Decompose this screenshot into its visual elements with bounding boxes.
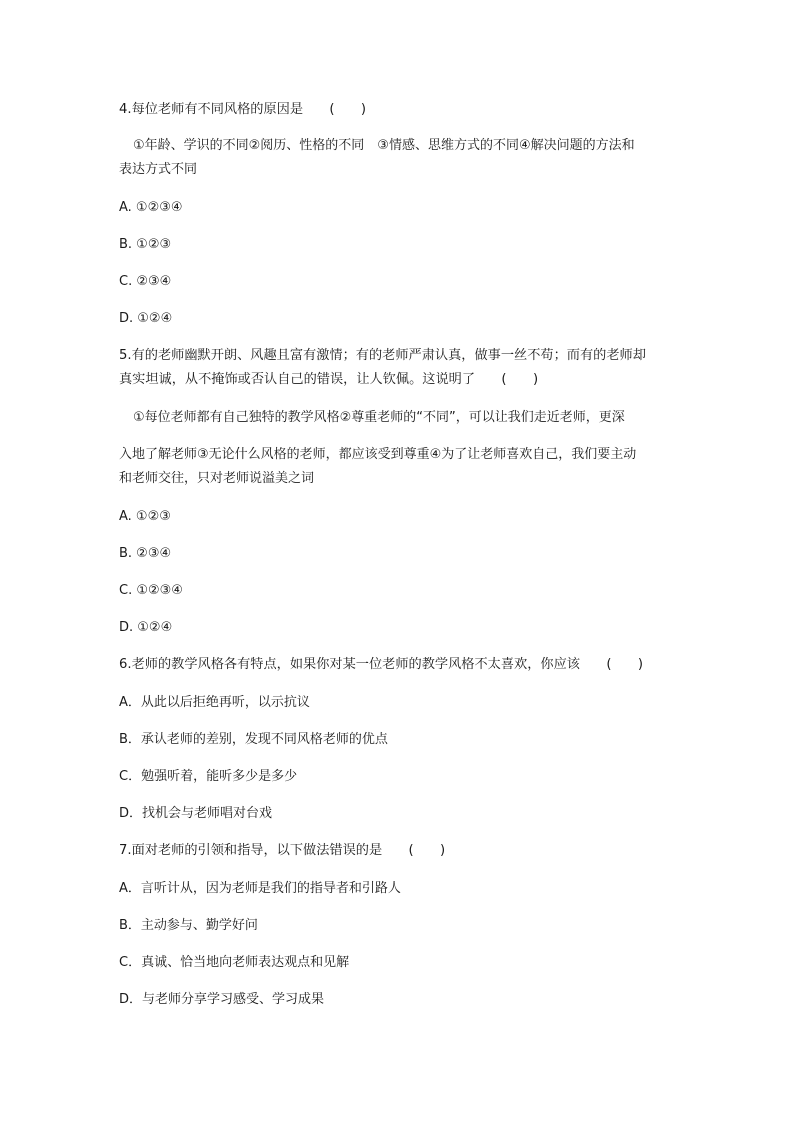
question-4-stem: 4.每位老师有不同风格的原因是 ( )	[119, 102, 367, 117]
question-4-option-a: A. ①②③④	[119, 200, 183, 215]
question-7-option-c: C．真诚、恰当地向老师表达观点和见解	[119, 955, 350, 970]
question-4-option-b: B. ①②③	[119, 237, 172, 252]
question-5-option-b: B. ②③④	[119, 546, 172, 561]
question-7-option-d: D．与老师分享学习感受、学习成果	[119, 992, 325, 1007]
question-6-option-a: A．从此以后拒绝再听，以示抗议	[119, 695, 310, 710]
question-5-statements: ①每位老师都有自己独特的教学风格②尊重老师的“不同”，可以让我们走近老师，更深	[133, 410, 625, 425]
question-6-option-d: D．找机会与老师唱对台戏	[119, 806, 273, 821]
question-4-option-c: C. ②③④	[119, 274, 172, 289]
question-4-statements: ①年龄、学识的不同②阅历、性格的不同 ③情感、思维方式的不同④解决问题的方法和	[133, 138, 635, 153]
question-6-option-c: C．勉强听着，能听多少是多少	[119, 769, 298, 784]
question-5-option-d: D. ①②④	[119, 620, 173, 635]
question-6-option-b: B．承认老师的差别，发现不同风格老师的优点	[119, 732, 388, 747]
question-4-statements-cont: 表达方式不同	[119, 162, 198, 177]
question-5-statements-cont-2: 和老师交往，只对老师说溢美之词	[119, 471, 315, 486]
question-6-stem: 6.老师的教学风格各有特点，如果你对某一位老师的教学风格不太喜欢，你应该 ( )	[119, 657, 643, 672]
question-7-option-b: B．主动参与、勤学好问	[119, 918, 258, 933]
question-5-option-c: C. ①②③④	[119, 583, 183, 598]
question-4-option-d: D. ①②④	[119, 311, 173, 326]
question-5-stem: 5.有的老师幽默开朗、风趣且富有激情；有的老师严肃认真，做事一丝不苟；而有的老师却	[119, 348, 646, 363]
question-7-option-a: A．言听计从，因为老师是我们的指导者和引路人	[119, 881, 401, 896]
question-5-option-a: A. ①②③	[119, 509, 171, 524]
question-5-statements-cont-1: 入地了解老师③无论什么风格的老师，都应该受到尊重④为了让老师喜欢自己，我们要主动	[119, 447, 637, 462]
question-7-stem: 7.面对老师的引领和指导，以下做法错误的是 ( )	[119, 843, 446, 858]
question-5-stem-cont: 真实坦诚，从不掩饰或否认自己的错误，让人钦佩。这说明了 ( )	[119, 372, 539, 387]
